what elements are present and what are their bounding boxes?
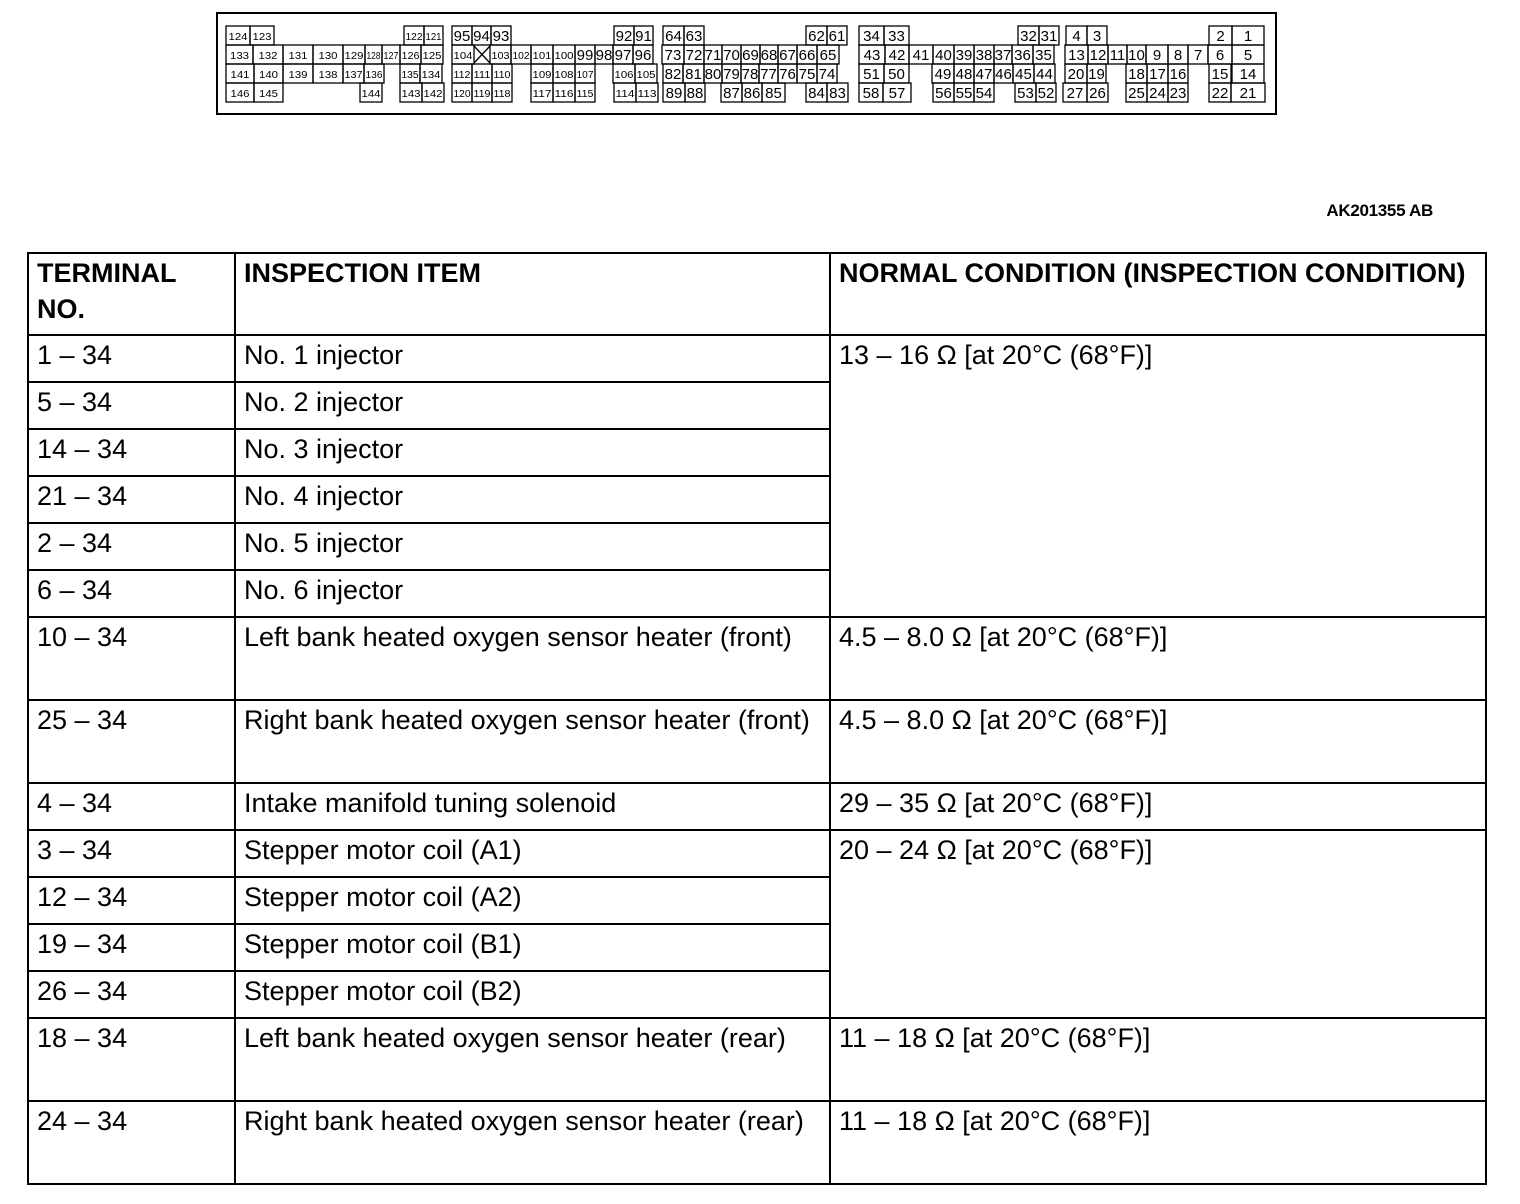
pin-label: 69 [742,47,759,64]
pin-label: 93 [492,28,510,45]
pin-label: 77 [760,66,777,83]
pin-label: 20 [1067,66,1085,83]
pin-label: 31 [1040,28,1058,45]
pin-label: 113 [637,89,658,100]
header-normal-condition: NORMAL CONDITION (INSPECTION CONDITION) [830,253,1486,335]
pin-label: 98 [595,47,613,64]
pin-label: 10 [1128,47,1145,64]
pin-label: 16 [1169,66,1187,83]
terminal-cell: 5 – 34 [28,382,235,429]
pin-label: 62 [808,28,825,45]
ecu-connector-diagram [216,12,1277,115]
pin-label: 82 [664,66,682,83]
pin-label: 13 [1068,47,1085,64]
pin-label: 84 [808,85,825,102]
pin-label: 33 [888,28,905,45]
pin-label: 17 [1149,66,1166,83]
pin-label: 85 [765,85,782,102]
pin-label: 127 [383,51,399,62]
pin-label: 66 [798,47,816,64]
item-cell: No. 5 injector [235,523,830,570]
terminal-cell: 10 – 34 [28,617,235,700]
item-cell: Left bank heated oxygen sensor heater (rear) [235,1018,830,1101]
table-row [28,1101,1486,1184]
pin-label: 12 [1089,47,1107,64]
pin-label: 87 [723,85,740,102]
table-row [28,783,1486,830]
pin-label: 146 [230,89,250,100]
pin-label: 99 [576,47,594,64]
pin-label: 63 [685,28,703,45]
terminal-cell: 26 – 34 [28,971,235,1018]
pin-label: 68 [760,47,778,64]
pin-label: 129 [344,51,364,62]
table-row [28,830,1486,877]
condition-cell: 4.5 – 8.0 Ω [at 20°C (68°F)] [830,700,1486,783]
pin-label: 75 [798,66,816,83]
pin-label: 133 [230,51,250,62]
pin-label: 37 [994,47,1012,64]
pin-label: 83 [829,85,846,102]
item-cell: Stepper motor coil (A1) [235,830,830,877]
pin-label: 80 [704,66,722,83]
pin-label: 41 [912,47,930,64]
pin-label: 96 [634,47,652,64]
pin-label: 76 [779,66,796,83]
table-header-row [28,253,1486,335]
pin-label: 71 [704,47,722,64]
pin-label: 55 [955,85,973,102]
header-inspection-item: INSPECTION ITEM [235,253,830,335]
pin-label: 21 [1239,85,1257,102]
pin-label: 130 [318,51,338,62]
pin-label: 95 [453,28,471,45]
pin-label: 117 [532,89,553,100]
item-cell: Left bank heated oxygen sensor heater (front) [235,617,830,700]
pin-label: 135 [401,70,419,81]
terminal-cell: 2 – 34 [28,523,235,570]
pin-label: 109 [532,70,552,81]
item-cell: Intake manifold tuning solenoid [235,783,830,830]
pin-label: 64 [665,28,682,45]
pin-label: 49 [934,66,952,83]
figure-code: AK201355 AB [1326,201,1433,220]
condition-cell: 29 – 35 Ω [at 20°C (68°F)] [830,783,1486,830]
pin-label: 141 [230,70,250,81]
pin-label: 140 [259,70,279,81]
pin-label: 125 [422,51,442,62]
pin-label: 46 [995,66,1012,83]
pin-label: 52 [1037,85,1055,102]
pin-label: 123 [252,32,272,43]
pin-label: 27 [1066,85,1084,102]
pin-label: 9 [1152,47,1162,64]
pin-label: 102 [512,51,530,62]
pin-label: 65 [819,47,837,64]
pin-label: 67 [779,47,796,64]
pin-label: 97 [614,47,632,64]
pin-label: 72 [685,47,703,64]
pin-label: 11 [1109,47,1126,64]
terminal-cell: 3 – 34 [28,830,235,877]
item-cell: No. 6 injector [235,570,830,617]
condition-cell: 20 – 24 Ω [at 20°C (68°F)] [830,830,1486,1018]
terminal-cell: 4 – 34 [28,783,235,830]
pin-label: 54 [975,85,993,102]
pin-label: 42 [888,47,906,64]
pin-label: 143 [401,89,421,100]
item-cell: No. 2 injector [235,382,830,429]
pin-label: 114 [615,89,636,100]
pin-label: 110 [493,70,511,81]
pin-label: 137 [344,70,363,81]
pin-label: 1 [1243,28,1253,45]
pin-label: 119 [473,89,491,100]
item-cell: Stepper motor coil (A2) [235,877,830,924]
header-terminal-no: TERMINAL NO. [28,253,235,335]
pin-label: 128 [366,51,381,62]
pin-label: 25 [1128,85,1145,102]
pin-label: 91 [635,28,652,45]
pin-label: 18 [1128,66,1145,83]
condition-cell: 13 – 16 Ω [at 20°C (68°F)] [830,335,1486,617]
pin-label: 105 [636,70,656,81]
pin-label: 6 [1215,47,1225,64]
pin-label: 89 [665,85,683,102]
pin-label: 5 [1243,47,1253,64]
pin-label: 136 [365,70,383,81]
pin-label: 107 [576,70,594,81]
pin-label: 26 [1089,85,1106,102]
terminal-cell: 14 – 34 [28,429,235,476]
item-cell: Right bank heated oxygen sensor heater (front) [235,700,830,783]
condition-cell: 11 – 18 Ω [at 20°C (68°F)] [830,1018,1486,1101]
terminal-cell: 25 – 34 [28,700,235,783]
pin-label: 101 [532,51,552,62]
item-cell: No. 1 injector [235,335,830,382]
terminal-cell: 24 – 34 [28,1101,235,1184]
pin-label: 108 [554,70,574,81]
condition-cell: 4.5 – 8.0 Ω [at 20°C (68°F)] [830,617,1486,700]
pin-label: 15 [1211,66,1229,83]
pin-label: 57 [888,85,906,102]
pin-label: 70 [723,47,740,64]
condition-cell: 11 – 18 Ω [at 20°C (68°F)] [830,1101,1486,1184]
pin-label: 7 [1193,47,1203,64]
table-row [28,1018,1486,1101]
pin-label: 118 [493,89,511,100]
pin-label: 126 [401,51,420,62]
pin-label: 120 [453,89,471,100]
item-cell: No. 4 injector [235,476,830,523]
pin-label: 132 [258,51,278,62]
pin-label: 47 [975,66,993,83]
pin-label: 124 [228,32,248,43]
terminal-cell: 1 – 34 [28,335,235,382]
terminal-cell: 19 – 34 [28,924,235,971]
pin-label: 50 [888,66,905,83]
pin-label: 104 [453,51,473,62]
table-row [28,335,1486,382]
pin-label: 139 [288,70,308,81]
pin-label: 48 [955,66,973,83]
inspection-table [27,252,1487,1185]
pin-label: 36 [1014,47,1031,64]
pin-label: 73 [664,47,682,64]
pin-label: 45 [1015,66,1032,83]
terminal-cell: 21 – 34 [28,476,235,523]
pin-label: 112 [453,70,471,81]
pin-label: 94 [473,28,490,45]
pin-label: 51 [863,66,880,83]
pin-label: 4 [1072,28,1081,45]
pin-label: 142 [423,89,443,100]
item-cell: Stepper motor coil (B2) [235,971,830,1018]
pin-label: 40 [935,47,952,64]
pin-label: 3 [1092,28,1102,45]
item-cell: No. 3 injector [235,429,830,476]
pin-label: 32 [1020,28,1037,45]
pin-label: 116 [554,89,575,100]
pin-label: 39 [955,47,973,64]
pin-label: 43 [863,47,881,64]
pin-label: 100 [554,51,574,62]
pin-label: 58 [862,85,880,102]
pin-label: 122 [405,32,423,43]
pin-label: 131 [288,51,308,62]
pin-label: 53 [1017,85,1034,102]
pin-label: 35 [1035,47,1052,64]
pin-label: 144 [361,89,381,100]
pin-label: 2 [1216,28,1225,45]
pin-label: 23 [1169,85,1187,102]
pin-label: 38 [975,47,993,64]
pin-label: 44 [1036,66,1053,83]
table-row [28,617,1486,700]
pin-label: 78 [741,66,759,83]
pin-label: 81 [685,66,702,83]
pin-label: 14 [1239,66,1257,83]
table-row [28,700,1486,783]
pin-label: 145 [259,89,279,100]
terminal-cell: 18 – 34 [28,1018,235,1101]
item-cell: Right bank heated oxygen sensor heater (rear) [235,1101,830,1184]
pin-label: 56 [935,85,952,102]
pin-label: 92 [615,28,633,45]
pin-label: 22 [1211,85,1229,102]
pin-label: 103 [491,51,510,62]
item-cell: Stepper motor coil (B1) [235,924,830,971]
pin-label: 74 [818,66,836,83]
pin-label: 34 [863,28,880,45]
pin-label: 111 [473,70,491,81]
pin-label: 115 [576,89,594,100]
pin-label: 106 [614,70,634,81]
pin-label: 24 [1149,85,1166,102]
pin-label: 138 [318,70,338,81]
pin-label: 86 [743,85,761,102]
terminal-cell: 6 – 34 [28,570,235,617]
pin-label: 61 [828,28,846,45]
pin-label: 79 [723,66,740,83]
pin-label: 8 [1173,47,1183,64]
pin-label: 19 [1088,66,1105,83]
terminal-cell: 12 – 34 [28,877,235,924]
pin-label: 121 [425,32,442,43]
pin-label: 134 [421,70,441,81]
pin-label: 88 [686,85,704,102]
